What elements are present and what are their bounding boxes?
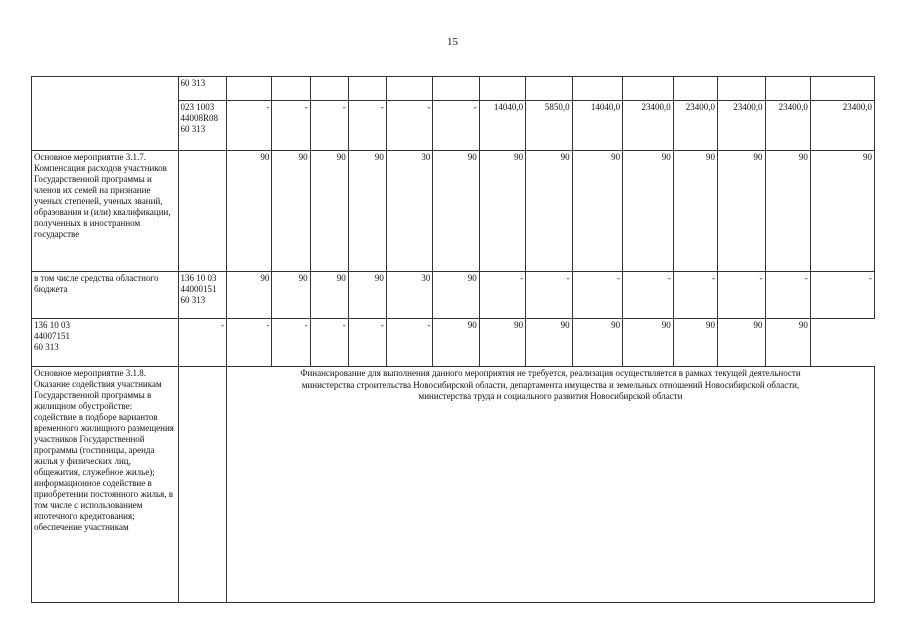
budget-code-cell: 60 313 (178, 77, 226, 101)
amount-cell: - (227, 101, 272, 151)
amount-cell: - (718, 272, 765, 319)
amount-cell: 90 (433, 151, 479, 272)
amount-cell: - (178, 319, 226, 367)
amount-cell: 90 (810, 151, 874, 272)
amount-cell (810, 77, 874, 101)
activity-cell (32, 77, 179, 151)
amount-cell: 90 (272, 151, 310, 272)
financing-note-line: министерства строительства Новосибирской области, департамента имущества и земельных отношений Новосибирской области, (301, 379, 800, 390)
amount-cell (526, 77, 572, 101)
amount-cell: 90 (310, 151, 348, 272)
page-number: 15 (447, 36, 458, 48)
amount-cell (272, 77, 310, 101)
amount-cell: 5850,0 (526, 101, 572, 151)
amount-cell: - (272, 319, 310, 367)
amount-cell: - (479, 272, 525, 319)
amount-cell: - (526, 272, 572, 319)
amount-cell: - (673, 272, 717, 319)
table-row (32, 77, 875, 101)
amount-cell: - (272, 101, 310, 151)
amount-cell: 23400,0 (810, 101, 874, 151)
amount-cell: 90 (433, 319, 479, 367)
amount-cell: 90 (348, 272, 386, 319)
amount-cell: 90 (227, 272, 272, 319)
amount-cell (386, 77, 432, 101)
budget-code-cell (178, 151, 226, 272)
budget-code-cell: 136 10 03 44000151 60 313 (178, 272, 226, 319)
amount-cell: 30 (386, 151, 432, 272)
amount-cell: 90 (433, 272, 479, 319)
amount-cell: 23400,0 (673, 101, 717, 151)
amount-cell: 90 (765, 319, 810, 367)
amount-cell: - (623, 272, 674, 319)
amount-cell: 23400,0 (765, 101, 810, 151)
amount-cell (433, 77, 479, 101)
amount-cell: - (386, 101, 432, 151)
amount-cell: 90 (765, 151, 810, 272)
amount-cell (348, 77, 386, 101)
amount-cell (227, 77, 272, 101)
amount-cell: 30 (386, 272, 432, 319)
amount-cell: - (386, 319, 432, 367)
table-body (32, 77, 875, 603)
budget-table (31, 76, 875, 603)
activity-cell: Основное мероприятие 3.1.7. Компенсация расходов участников Государственной программы и членов их семей на признание ученых степеней, ученых званий, образования и (или) квалификации, полученных в иностранном государстве (32, 151, 179, 272)
amount-cell (623, 77, 674, 101)
budget-code-cell (178, 367, 226, 603)
amount-cell (310, 77, 348, 101)
activity-cell: Основное мероприятие 3.1.8. Оказание содействия участникам Государственной программы в жилищном обустройстве: содействие в подборе вариантов временного жилищного размещения участников Государственной программы (гостиницы, аренда жилья у физических лиц, общежития, служебное жилье); информационное содействие в приобретении постоянного жилья, в том числе с использованием ипотечного кредитования; обеспечение участникам (32, 367, 179, 603)
amount-cell: - (433, 101, 479, 151)
amount-cell: 23400,0 (623, 101, 674, 151)
amount-cell: - (310, 101, 348, 151)
amount-cell: 90 (572, 319, 623, 367)
amount-cell: - (310, 319, 348, 367)
amount-cell: - (765, 272, 810, 319)
amount-cell: 90 (673, 319, 717, 367)
amount-cell: 90 (623, 319, 674, 367)
amount-cell: 90 (718, 151, 765, 272)
amount-cell: 14040,0 (479, 101, 525, 151)
amount-cell: 90 (479, 151, 525, 272)
amount-cell: - (227, 319, 272, 367)
amount-cell (718, 77, 765, 101)
amount-cell: - (572, 272, 623, 319)
amount-cell: - (348, 319, 386, 367)
amount-cell: 90 (673, 151, 717, 272)
amount-cell: - (348, 101, 386, 151)
amount-cell: 90 (718, 319, 765, 367)
amount-cell: 90 (526, 151, 572, 272)
amount-cell: 90 (623, 151, 674, 272)
amount-cell: 14040,0 (572, 101, 623, 151)
budget-code-cell: 023 1003 44008R08 60 313 (178, 101, 226, 151)
table-row (32, 319, 875, 367)
amount-cell: - (810, 272, 874, 319)
amount-cell: 90 (572, 151, 623, 272)
amount-cell (673, 77, 717, 101)
amount-cell: 23400,0 (718, 101, 765, 151)
amount-cell: 90 (272, 272, 310, 319)
table-row (32, 367, 875, 603)
amount-cell (479, 77, 525, 101)
amount-cell: 90 (348, 151, 386, 272)
amount-cell: 90 (310, 272, 348, 319)
activity-cell: в том числе средства областного бюджета (32, 272, 179, 319)
amount-cell: 90 (526, 319, 572, 367)
budget-code-cell: 136 10 03 44007151 60 313 (32, 319, 179, 367)
table-row (32, 151, 875, 272)
amount-cell (765, 77, 810, 101)
table-row (32, 272, 875, 319)
amount-cell: 90 (479, 319, 525, 367)
financing-note (227, 367, 875, 603)
financing-note-line: Финансирование для выполнения данного мероприятия не требуется, реализация осуществляется в рамках текущей деятельности (300, 368, 801, 378)
amount-cell: 90 (227, 151, 272, 272)
financing-note-line: министерства труда и социального развития Новосибирской области (418, 391, 683, 401)
amount-cell (572, 77, 623, 101)
